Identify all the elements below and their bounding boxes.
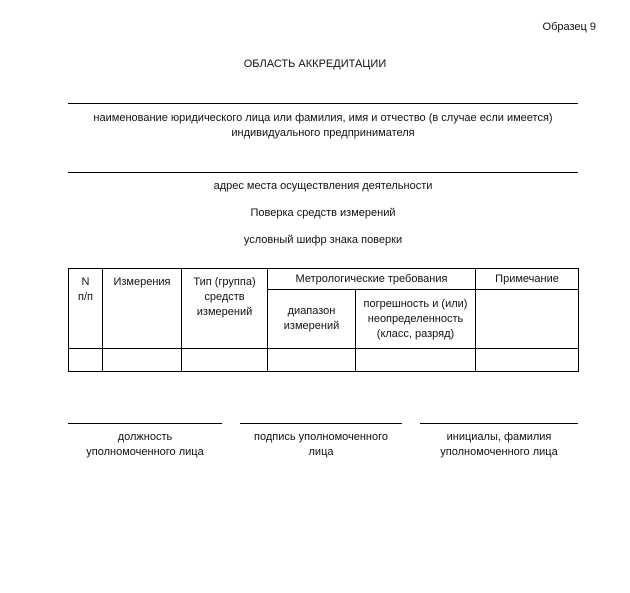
header-type-line-1: Тип (группа) <box>193 276 256 288</box>
table-cell <box>182 349 268 372</box>
table-cell <box>103 349 182 372</box>
signature-caption-line-2: лица <box>308 446 334 458</box>
name-caption-line-1: наименование юридического лица или фамилия, имя и отчество (в случае если имеется) <box>93 112 553 124</box>
name-caption-signature <box>412 430 586 460</box>
address-fill-line <box>68 172 578 173</box>
header-number-line-1: N <box>81 276 90 288</box>
name-caption-signature-line-1: инициалы, фамилия <box>446 431 552 443</box>
table-row <box>69 349 579 372</box>
subheader-range-line-1: диапазон <box>287 305 336 317</box>
table-cell <box>476 349 579 372</box>
mark-code-caption: условный шифр знака поверки <box>243 234 403 246</box>
subheader-error-line-2: неопределенность <box>367 312 464 325</box>
name-signature-line <box>420 423 578 424</box>
accreditation-scope-table <box>68 268 579 372</box>
header-measurements-text: Измерения <box>113 276 171 288</box>
header-number-line-2: п/п <box>78 291 93 303</box>
name-caption <box>68 111 578 141</box>
sample-number: Образец 9 <box>542 21 596 33</box>
signature-line <box>240 423 402 424</box>
name-caption-line-2: индивидуального предпринимателя <box>231 127 415 139</box>
signature-caption-line-1: подпись уполномоченного <box>253 431 389 443</box>
header-type-line-3: измерений <box>196 306 253 318</box>
address-caption: адрес места осуществления деятельности <box>213 180 433 192</box>
header-instrument-type <box>182 269 268 349</box>
document-title: ОБЛАСТЬ АККРЕДИТАЦИИ <box>243 58 387 70</box>
activity-text: Поверка средств измерений <box>250 207 396 219</box>
header-number <box>69 269 103 349</box>
header-note: Примечание <box>476 269 579 290</box>
name-fill-line <box>68 103 578 104</box>
table-cell <box>69 349 103 372</box>
header-type-line-2: средств <box>204 291 245 303</box>
name-caption-signature-line-2: уполномоченного лица <box>440 446 558 458</box>
subheader-range-line-2: измерений <box>283 320 340 332</box>
subheader-error-line-1: погрешность и (или) <box>363 297 468 310</box>
position-signature-line <box>68 423 222 424</box>
header-metrological-requirements: Метрологические требования <box>268 269 476 290</box>
subheader-error-line-3: (класс, разряд) <box>376 327 455 340</box>
position-caption-line-2: уполномоченного лица <box>86 446 204 458</box>
note-empty-cell <box>476 290 579 349</box>
table-cell <box>356 349 476 372</box>
signature-caption <box>234 430 408 460</box>
table-cell <box>268 349 356 372</box>
subheader-error <box>356 290 476 349</box>
header-measurements <box>103 269 182 349</box>
position-caption <box>60 430 230 460</box>
position-caption-line-1: должность <box>117 431 173 443</box>
subheader-range <box>268 290 356 349</box>
